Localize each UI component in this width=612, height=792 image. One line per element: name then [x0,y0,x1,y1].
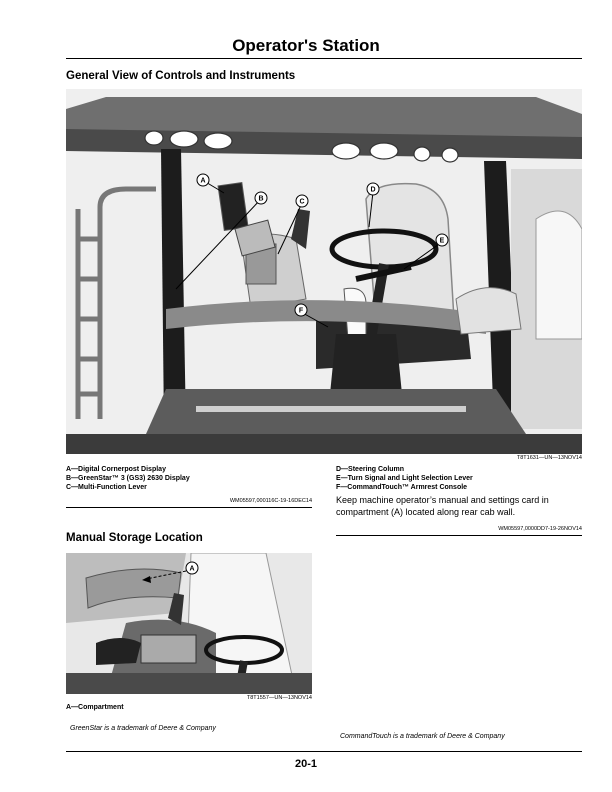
footer-rule [66,751,582,752]
legend-item-b: B—GreenStar™ 3 (GS3) 2630 Display [66,475,190,482]
trademark-greenstar: GreenStar is a trademark of Deere & Company [70,725,216,732]
figure2-ref: T8T1557—UN—13NOV14 [246,695,312,701]
callout-a: A [200,177,206,185]
legend-left [66,465,316,492]
page-title: Operator's Station [232,36,380,55]
doc-ref-right: WM05597,0000DD7-19-26NOV14 [498,526,582,532]
cab-controls-illustration [66,89,582,454]
legend-item-a: A—Digital Cornerpost Display [66,466,166,473]
legend-item-e: E—Turn Signal and Light Selection Lever [336,475,473,482]
callout-b: B [258,195,264,203]
rule-right [336,535,582,536]
trademark-commandtouch: CommandTouch is a trademark of Deere & Company [340,733,505,740]
legend-compartment: A—Compartment [66,704,124,711]
title-rule [66,58,582,59]
legend-item-c: C—Multi-Function Lever [66,484,147,491]
legend-right [336,465,582,492]
figure-ref: T8T1631—UN—13NOV14 [516,455,582,461]
section-heading-controls: General View of Controls and Instruments [66,70,296,82]
page-number: 20-1 [294,758,318,770]
callout-c: C [299,198,305,206]
callout-compartment-a: A [189,565,195,573]
legend-item-d: D—Steering Column [336,466,405,473]
callout-e: E [439,237,445,245]
rule-left [66,507,312,508]
compartment-instruction: Keep machine operator’s manual and settings card in compartment (A) located along rear cab wall. [336,495,549,517]
callout-f: F [298,307,304,315]
manual-storage-illustration [66,553,312,694]
callout-d: D [370,186,376,194]
section-heading-manual-storage: Manual Storage Location [66,532,203,544]
legend-item-f: F—CommandTouch™ Armrest Console [336,484,468,491]
doc-ref-left: WM05597,000116C-19-16DEC14 [229,498,312,504]
